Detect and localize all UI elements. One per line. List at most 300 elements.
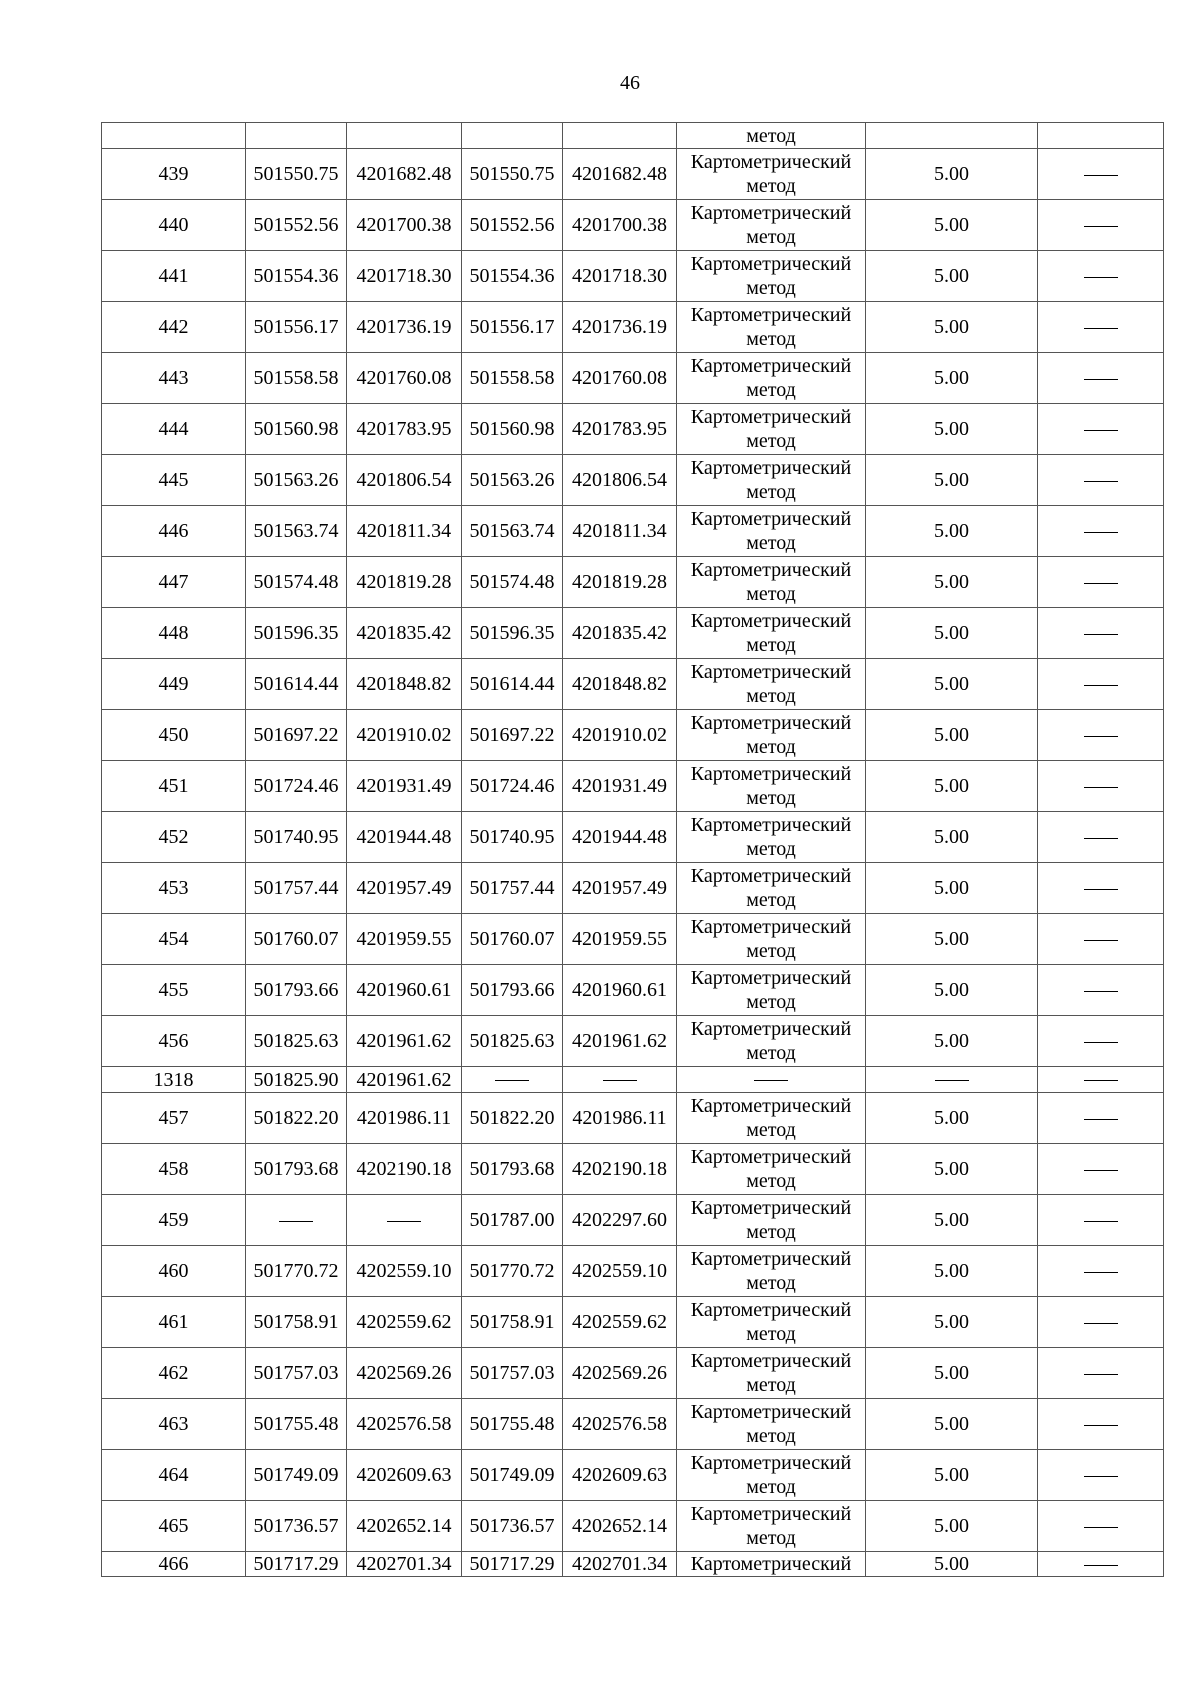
- note-cell: [1038, 506, 1164, 557]
- method-line-1: Картометрический: [690, 457, 852, 479]
- y-new-cell: 4201960.61: [563, 965, 677, 1016]
- point-number-cell: 449: [102, 659, 246, 710]
- method-cell: [677, 1016, 866, 1067]
- dash-mark: [387, 1221, 421, 1222]
- method-line-1: Картометрический: [690, 865, 852, 887]
- x-new-cell: 501550.75: [462, 149, 563, 200]
- point-number-cell: 462: [102, 1348, 246, 1399]
- y-old-cell: 4202559.62: [347, 1297, 462, 1348]
- x-old-cell: 501554.36: [246, 251, 347, 302]
- table-row: [102, 1297, 1164, 1348]
- method-line-1: Картометрический: [690, 1503, 852, 1525]
- table-row: [102, 863, 1164, 914]
- method-line-1: Картометрический: [690, 355, 852, 377]
- note-cell: [1038, 1016, 1164, 1067]
- table-row: [102, 200, 1164, 251]
- table-row: [102, 455, 1164, 506]
- y-old-cell: 4201957.49: [347, 863, 462, 914]
- dash-mark: [1084, 1476, 1118, 1477]
- x-new-cell: 501755.48: [462, 1399, 563, 1450]
- y-old-cell: 4201959.55: [347, 914, 462, 965]
- method-cell: [677, 710, 866, 761]
- dash-mark: [1084, 532, 1118, 533]
- table-row: [102, 812, 1164, 863]
- x-old-cell: 501740.95: [246, 812, 347, 863]
- y-old-cell: 4201931.49: [347, 761, 462, 812]
- dash-mark: [935, 1080, 969, 1081]
- x-new-cell: 501749.09: [462, 1450, 563, 1501]
- method-line-1: Картометрический: [690, 967, 852, 989]
- table-row: [102, 761, 1164, 812]
- x-new-cell: 501614.44: [462, 659, 563, 710]
- accuracy-cell: 5.00: [866, 1195, 1038, 1246]
- x-old-cell: 501749.09: [246, 1450, 347, 1501]
- method-cell: [677, 1348, 866, 1399]
- x-new-cell: 501822.20: [462, 1093, 563, 1144]
- method-cell: [677, 1195, 866, 1246]
- x-new-cell: 501574.48: [462, 557, 563, 608]
- point-number-cell: 453: [102, 863, 246, 914]
- table-row: [102, 1195, 1164, 1246]
- y-old-cell: 4201819.28: [347, 557, 462, 608]
- point-number-cell: 450: [102, 710, 246, 761]
- dash-mark: [1084, 277, 1118, 278]
- y-old-cell: 4202190.18: [347, 1144, 462, 1195]
- y-old-cell: 4202569.26: [347, 1348, 462, 1399]
- dash-mark: [1084, 634, 1118, 635]
- point-number-cell: 442: [102, 302, 246, 353]
- note-cell: [1038, 863, 1164, 914]
- method-line-2: метод: [746, 430, 796, 452]
- y-old-cell: 4202652.14: [347, 1501, 462, 1552]
- accuracy-cell: 5.00: [866, 302, 1038, 353]
- x-new-cell: 501560.98: [462, 404, 563, 455]
- dash-mark: [1084, 736, 1118, 737]
- y-new-cell: 4201700.38: [563, 200, 677, 251]
- method-line-1: Картометрический: [690, 1401, 852, 1423]
- x-new-cell: 501760.07: [462, 914, 563, 965]
- accuracy-cell: 5.00: [866, 965, 1038, 1016]
- accuracy-cell: 5.00: [866, 455, 1038, 506]
- method-line-2: метод: [746, 1425, 796, 1447]
- method-cell: метод: [677, 123, 866, 149]
- method-line-1: Картометрический: [690, 508, 852, 530]
- point-number-cell: 454: [102, 914, 246, 965]
- table-row: [102, 404, 1164, 455]
- method-cell: [677, 1246, 866, 1297]
- x-new-cell: 501563.26: [462, 455, 563, 506]
- method-cell: Картометрический: [677, 1552, 866, 1577]
- accuracy-cell: 5.00: [866, 1450, 1038, 1501]
- x-old-cell: 501552.56: [246, 200, 347, 251]
- table-row: [102, 1067, 1164, 1093]
- y-new-cell: 4201910.02: [563, 710, 677, 761]
- note-cell: [1038, 1348, 1164, 1399]
- y-old-cell: 4202701.34: [347, 1552, 462, 1577]
- method-cell: [677, 404, 866, 455]
- dash-mark: [1084, 583, 1118, 584]
- method-cell: [677, 965, 866, 1016]
- method-line-2: метод: [746, 226, 796, 248]
- x-old-cell: 501556.17: [246, 302, 347, 353]
- y-new-cell: 4201783.95: [563, 404, 677, 455]
- note-cell: [1038, 1195, 1164, 1246]
- x-new-cell: 501825.63: [462, 1016, 563, 1067]
- dash-mark: [1084, 1080, 1118, 1081]
- coordinates-table: [101, 122, 1164, 1577]
- table-row: [102, 1552, 1164, 1577]
- accuracy-cell: 5.00: [866, 404, 1038, 455]
- y-old-cell: 4201760.08: [347, 353, 462, 404]
- dash-mark: [1084, 226, 1118, 227]
- y-old-cell: 4201806.54: [347, 455, 462, 506]
- method-line-2: метод: [746, 1323, 796, 1345]
- note-cell: [1038, 608, 1164, 659]
- method-line-1: Картометрический: [690, 559, 852, 581]
- table-row: [102, 710, 1164, 761]
- accuracy-cell: 5.00: [866, 1144, 1038, 1195]
- method-line-1: Картометрический: [690, 1248, 852, 1270]
- method-line-2: метод: [746, 328, 796, 350]
- dash-mark: [1084, 991, 1118, 992]
- y-old-cell: 4201960.61: [347, 965, 462, 1016]
- note-cell: [1038, 965, 1164, 1016]
- table-row: [102, 1450, 1164, 1501]
- y-old-cell: 4201910.02: [347, 710, 462, 761]
- dash-mark: [1084, 1042, 1118, 1043]
- method-line-2: метод: [746, 991, 796, 1013]
- method-cell: [677, 149, 866, 200]
- x-old-cell: 501757.03: [246, 1348, 347, 1399]
- dash-mark: [1084, 1119, 1118, 1120]
- accuracy-cell: 5.00: [866, 557, 1038, 608]
- method-line-1: Картометрический: [690, 406, 852, 428]
- method-cell: [677, 1093, 866, 1144]
- point-number-cell: 452: [102, 812, 246, 863]
- dash-mark: [1084, 685, 1118, 686]
- point-number-cell: 461: [102, 1297, 246, 1348]
- method-line-2: метод: [746, 1042, 796, 1064]
- dash-mark: [1084, 1170, 1118, 1171]
- table-row: [102, 149, 1164, 200]
- x-old-cell: 501563.26: [246, 455, 347, 506]
- point-number-cell: 443: [102, 353, 246, 404]
- point-number-cell: 440: [102, 200, 246, 251]
- accuracy-cell: [866, 1067, 1038, 1093]
- accuracy-cell: 5.00: [866, 1348, 1038, 1399]
- x-old-cell: 501563.74: [246, 506, 347, 557]
- accuracy-cell: 5.00: [866, 1399, 1038, 1450]
- dash-mark: [1084, 787, 1118, 788]
- point-number-cell: 446: [102, 506, 246, 557]
- y-old-cell: 4201811.34: [347, 506, 462, 557]
- table-row: [102, 659, 1164, 710]
- table-row: [102, 251, 1164, 302]
- dash-mark: [1084, 889, 1118, 890]
- note-cell: [1038, 1450, 1164, 1501]
- dash-mark: [754, 1080, 788, 1081]
- x-new-cell: 501757.03: [462, 1348, 563, 1399]
- note-cell: [1038, 914, 1164, 965]
- method-cell: [677, 557, 866, 608]
- y-new-cell: 4202297.60: [563, 1195, 677, 1246]
- x-new-cell: 501724.46: [462, 761, 563, 812]
- dash-mark: [1084, 838, 1118, 839]
- y-new-cell: 4202569.26: [563, 1348, 677, 1399]
- x-new-cell: 501757.44: [462, 863, 563, 914]
- y-new-cell: 4201736.19: [563, 302, 677, 353]
- x-old-cell: 501736.57: [246, 1501, 347, 1552]
- y-new-cell: 4202701.34: [563, 1552, 677, 1577]
- y-old-cell: 4202609.63: [347, 1450, 462, 1501]
- accuracy-cell: 5.00: [866, 1246, 1038, 1297]
- method-line-2: метод: [746, 787, 796, 809]
- x-old-cell: 501760.07: [246, 914, 347, 965]
- y-old-cell: 4201682.48: [347, 149, 462, 200]
- table-row: [102, 914, 1164, 965]
- table-row: [102, 302, 1164, 353]
- method-line-2: метод: [746, 1527, 796, 1549]
- table-row: [102, 1246, 1164, 1297]
- accuracy-cell: 5.00: [866, 659, 1038, 710]
- method-line-1: Картометрический: [690, 1095, 852, 1117]
- x-new-cell: 501596.35: [462, 608, 563, 659]
- method-line-1: Картометрический: [690, 610, 852, 632]
- method-line-2: метод: [746, 940, 796, 962]
- x-old-cell: 501574.48: [246, 557, 347, 608]
- table-row: [102, 557, 1164, 608]
- accuracy-cell: 5.00: [866, 200, 1038, 251]
- point-number-cell: 465: [102, 1501, 246, 1552]
- note-cell: [1038, 302, 1164, 353]
- y-old-cell: [347, 1195, 462, 1246]
- page-number: 46: [620, 72, 640, 94]
- note-cell: [1038, 1093, 1164, 1144]
- x-new-cell: 501740.95: [462, 812, 563, 863]
- method-cell: [677, 353, 866, 404]
- y-new-cell: 4201931.49: [563, 761, 677, 812]
- table-row: [102, 1144, 1164, 1195]
- x-old-cell: 501758.91: [246, 1297, 347, 1348]
- note-cell: [1038, 557, 1164, 608]
- method-line-2: метод: [746, 1119, 796, 1141]
- note-cell: [1038, 1552, 1164, 1577]
- point-number-cell: 447: [102, 557, 246, 608]
- note-cell: [1038, 353, 1164, 404]
- method-line-2: метод: [746, 1476, 796, 1498]
- y-new-cell: 4201760.08: [563, 353, 677, 404]
- x-old-cell: 501596.35: [246, 608, 347, 659]
- y-new-cell: 4201961.62: [563, 1016, 677, 1067]
- x-old-cell: 501793.68: [246, 1144, 347, 1195]
- y-old-cell: 4201848.82: [347, 659, 462, 710]
- y-old-cell: 4201961.62: [347, 1067, 462, 1093]
- y-new-cell: 4201806.54: [563, 455, 677, 506]
- x-old-cell: 501560.98: [246, 404, 347, 455]
- point-number-cell: 439: [102, 149, 246, 200]
- table-row: [102, 608, 1164, 659]
- table-row-continued: [102, 123, 1164, 149]
- dash-mark: [1084, 430, 1118, 431]
- x-new-cell: 501758.91: [462, 1297, 563, 1348]
- note-cell: [1038, 149, 1164, 200]
- x-new-cell: 501554.36: [462, 251, 563, 302]
- note-cell: [1038, 1067, 1164, 1093]
- x-old-cell: 501825.63: [246, 1016, 347, 1067]
- x-new-cell: 501558.58: [462, 353, 563, 404]
- method-line-2: метод: [746, 736, 796, 758]
- table-row: [102, 506, 1164, 557]
- method-line-1: Картометрический: [690, 1197, 852, 1219]
- accuracy-cell: 5.00: [866, 251, 1038, 302]
- method-cell: [677, 251, 866, 302]
- method-line-2: метод: [746, 175, 796, 197]
- accuracy-cell: 5.00: [866, 761, 1038, 812]
- y-new-cell: 4202652.14: [563, 1501, 677, 1552]
- point-number-cell: 1318: [102, 1067, 246, 1093]
- y-new-cell: [563, 1067, 677, 1093]
- x-old-cell: 501755.48: [246, 1399, 347, 1450]
- dash-mark: [603, 1080, 637, 1081]
- y-old-cell: 4201718.30: [347, 251, 462, 302]
- x-old-cell: 501793.66: [246, 965, 347, 1016]
- accuracy-cell: 5.00: [866, 506, 1038, 557]
- method-cell: [677, 302, 866, 353]
- table-row: [102, 965, 1164, 1016]
- method-line-1: Картометрический: [690, 1299, 852, 1321]
- method-line-1: Картометрический: [690, 202, 852, 224]
- method-line-1: Картометрический: [690, 814, 852, 836]
- x-old-cell: 501825.90: [246, 1067, 347, 1093]
- method-line-1: Картометрический: [690, 304, 852, 326]
- method-cell: [677, 761, 866, 812]
- method-line-1: Картометрический: [690, 712, 852, 734]
- x-new-cell: [462, 1067, 563, 1093]
- method-line-2: метод: [746, 277, 796, 299]
- note-cell: [1038, 761, 1164, 812]
- accuracy-cell: 5.00: [866, 1501, 1038, 1552]
- y-new-cell: 4202559.62: [563, 1297, 677, 1348]
- x-old-cell: 501770.72: [246, 1246, 347, 1297]
- method-cell: [677, 608, 866, 659]
- method-line-1: Картометрический: [690, 763, 852, 785]
- y-new-cell: 4201811.34: [563, 506, 677, 557]
- y-old-cell: 4201986.11: [347, 1093, 462, 1144]
- accuracy-cell: 5.00: [866, 1093, 1038, 1144]
- point-number-cell: 466: [102, 1552, 246, 1577]
- dash-mark: [1084, 940, 1118, 941]
- dash-mark: [1084, 1221, 1118, 1222]
- x-old-cell: 501558.58: [246, 353, 347, 404]
- y-old-cell: 4201961.62: [347, 1016, 462, 1067]
- point-number-cell: 463: [102, 1399, 246, 1450]
- method-cell: [677, 1144, 866, 1195]
- method-cell: [677, 863, 866, 914]
- accuracy-cell: 5.00: [866, 353, 1038, 404]
- x-new-cell: 501770.72: [462, 1246, 563, 1297]
- y-new-cell: 4201819.28: [563, 557, 677, 608]
- table-row: [102, 1093, 1164, 1144]
- accuracy-cell: 5.00: [866, 710, 1038, 761]
- point-number-cell: 456: [102, 1016, 246, 1067]
- note-cell: [1038, 710, 1164, 761]
- method-line-1: Картометрический: [690, 1018, 852, 1040]
- note-cell: [1038, 455, 1164, 506]
- method-line-1: Картометрический: [690, 151, 852, 173]
- x-new-cell: 501563.74: [462, 506, 563, 557]
- y-new-cell: 4201944.48: [563, 812, 677, 863]
- y-old-cell: 4202576.58: [347, 1399, 462, 1450]
- y-new-cell: 4201959.55: [563, 914, 677, 965]
- point-number-cell: 457: [102, 1093, 246, 1144]
- method-line-2: метод: [746, 532, 796, 554]
- y-old-cell: 4201944.48: [347, 812, 462, 863]
- table-row: [102, 1501, 1164, 1552]
- method-line-2: метод: [746, 1374, 796, 1396]
- method-line-2: метод: [746, 889, 796, 911]
- note-cell: [1038, 1246, 1164, 1297]
- y-old-cell: 4201835.42: [347, 608, 462, 659]
- point-number-cell: 464: [102, 1450, 246, 1501]
- x-old-cell: 501757.44: [246, 863, 347, 914]
- dash-mark: [1084, 481, 1118, 482]
- x-new-cell: 501793.68: [462, 1144, 563, 1195]
- dash-mark: [495, 1080, 529, 1081]
- method-cell: [677, 1067, 866, 1093]
- dash-mark: [1084, 1425, 1118, 1426]
- table-row: [102, 1016, 1164, 1067]
- accuracy-cell: 5.00: [866, 1552, 1038, 1577]
- point-number-cell: 460: [102, 1246, 246, 1297]
- point-number-cell: 441: [102, 251, 246, 302]
- x-old-cell: 501717.29: [246, 1552, 347, 1577]
- method-cell: [677, 659, 866, 710]
- y-new-cell: 4202190.18: [563, 1144, 677, 1195]
- table-row: [102, 1399, 1164, 1450]
- method-cell: [677, 812, 866, 863]
- y-new-cell: 4201986.11: [563, 1093, 677, 1144]
- table-row: [102, 1348, 1164, 1399]
- method-line-1: Картометрический: [690, 661, 852, 683]
- point-number-cell: 444: [102, 404, 246, 455]
- x-new-cell: 501552.56: [462, 200, 563, 251]
- x-new-cell: 501736.57: [462, 1501, 563, 1552]
- note-cell: [1038, 1399, 1164, 1450]
- note-cell: [1038, 404, 1164, 455]
- note-cell: [1038, 1501, 1164, 1552]
- y-new-cell: 4201957.49: [563, 863, 677, 914]
- dash-mark: [1084, 1527, 1118, 1528]
- y-old-cell: 4202559.10: [347, 1246, 462, 1297]
- y-new-cell: 4202576.58: [563, 1399, 677, 1450]
- x-new-cell: 501787.00: [462, 1195, 563, 1246]
- accuracy-cell: 5.00: [866, 812, 1038, 863]
- method-line-2: метод: [746, 481, 796, 503]
- method-line-2: метод: [746, 685, 796, 707]
- y-old-cell: 4201700.38: [347, 200, 462, 251]
- method-line-1: Картометрический: [690, 1452, 852, 1474]
- method-cell: [677, 455, 866, 506]
- dash-mark: [1084, 328, 1118, 329]
- x-old-cell: [246, 1195, 347, 1246]
- note-cell: [1038, 659, 1164, 710]
- accuracy-cell: 5.00: [866, 608, 1038, 659]
- y-new-cell: 4202609.63: [563, 1450, 677, 1501]
- y-new-cell: 4201835.42: [563, 608, 677, 659]
- x-new-cell: 501556.17: [462, 302, 563, 353]
- x-old-cell: 501614.44: [246, 659, 347, 710]
- method-line-1: Картометрический: [690, 1146, 852, 1168]
